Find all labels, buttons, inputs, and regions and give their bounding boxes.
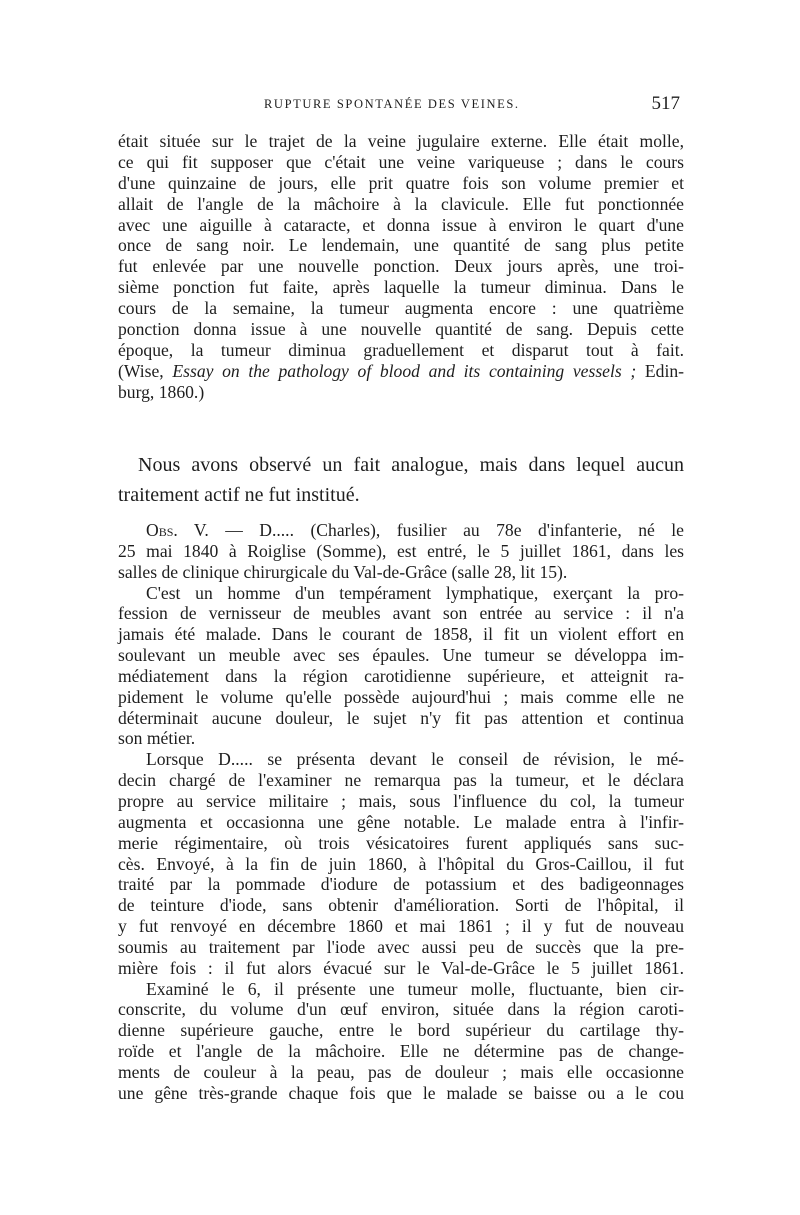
text-line: merie régimentaire, où trois vésicatoires furent appliqués sans suc- (118, 832, 684, 853)
paragraph-wise-case (118, 131, 684, 403)
text-line: fut enlevée par une nouvelle ponction. Deux jours après, une troi- (118, 256, 684, 277)
text-line: decin chargé de l'examiner ne remarqua pas la tumeur, et le déclara (118, 770, 684, 791)
observation-heading-text: — D..... (Charles), fusilier au 78e d'infanterie, né le (208, 520, 684, 540)
citation-prefix: (Wise, (118, 360, 173, 381)
text-line: conscrite, du volume d'un œuf environ, située dans la région caroti- (118, 999, 684, 1020)
text-line: déterminait aucune douleur, le sujet n'y fit pas attention et continua (118, 707, 684, 728)
text-line: Lorsque D..... se présenta devant le conseil de révision, le mé- (146, 749, 684, 770)
text-line: 25 mai 1840 à Roiglise (Somme), est entré, le 5 juillet 1861, dans les (118, 540, 684, 561)
text-line: traitement actif ne fut institué. (118, 484, 360, 506)
text-line: d'une quinzaine de jours, elle prit quatre fois son volume premier et (118, 172, 684, 193)
text-line: fession de vernisseur de meubles avant son entrée au service : il n'a (118, 603, 684, 624)
text-line: propre au service militaire ; mais, sous l'influence du col, la tumeur (118, 790, 684, 811)
text-line: roïde et l'angle de la mâchoire. Elle ne détermine pas de change- (118, 1041, 684, 1062)
text-line: pidement le volume qu'elle possède aujourd'hui ; mais comme elle ne (118, 686, 684, 707)
citation-line (118, 361, 684, 382)
observation-label: Obs. V. (146, 520, 209, 540)
text-line: médiatement dans la région carotidienne supérieure, et atteignit ra- (118, 665, 684, 686)
text-line: Nous avons observé un fait analogue, mais dans lequel aucun (138, 454, 684, 476)
text-line: époque, la tumeur diminua graduellement et disparut tout à fait. (118, 339, 684, 360)
text-line: mière fois : il fut alors évacué sur le Val-de-Grâce le 5 juillet 1861. (118, 957, 684, 978)
citation-suffix: Edin- (636, 360, 684, 381)
observation-five (118, 520, 684, 1104)
running-head (118, 93, 684, 117)
text-line: jamais été malade. Dans le courant de 1858, il fit un violent effort en (118, 624, 684, 645)
text-line: augmenta et occasionna une gêne notable. Le malade entra à l'infir- (118, 811, 684, 832)
text-line: allait de l'angle de la mâchoire à la clavicule. Elle fut ponctionnée (118, 193, 684, 214)
text-line: soulevant un meuble avec ses épaules. Une tumeur se développa im- (118, 645, 684, 666)
text-line: once de sang noir. Le lendemain, une quantité de sang plus petite (118, 235, 684, 256)
text-line: cours de la semaine, la tumeur augmenta encore : une quatrième (118, 298, 684, 319)
text-line: sième ponction fut faite, après laquelle la tumeur diminua. Dans le (118, 277, 684, 298)
text-line: cès. Envoyé, à la fin de juin 1860, à l'hôpital du Gros-Caillou, il fut (118, 853, 684, 874)
text-line: de teinture d'iode, sans obtenir d'amélioration. Sorti de l'hôpital, il (118, 895, 684, 916)
text-line: une gêne très-grande chaque fois que le malade se baisse ou a le cou (118, 1082, 684, 1103)
text-line: traité par la pommade d'iodure de potassium et des badigeonnages (118, 874, 684, 895)
text-line: avec une aiguille à cataracte, et donna issue à environ le quart d'une (118, 214, 684, 235)
citation-end: burg, 1860.) (118, 381, 205, 402)
observation-heading (118, 520, 684, 541)
text-line: soumis au traitement par l'iode avec aussi peu de succès que la pre- (118, 936, 684, 957)
text-line: y fut renvoyé en décembre 1860 et mai 1861 ; il y fut de nouveau (118, 916, 684, 937)
text-line: était située sur le trajet de la veine jugulaire externe. Elle était molle, (118, 131, 684, 151)
text-line: dienne supérieure gauche, entre le bord supérieur du cartilage thy- (118, 1020, 684, 1041)
text-line: C'est un homme d'un tempérament lymphatique, exerçant la pro- (146, 582, 684, 603)
running-title: RUPTURE SPONTANÉE DES VEINES. (264, 97, 520, 111)
text-line: salles de clinique chirurgicale du Val-de-Grâce (salle 28, lit 15). (118, 561, 568, 582)
page-number: 517 (651, 93, 680, 114)
text-line: ments de couleur à la peau, pas de douleur ; mais elle occasionne (118, 1061, 684, 1082)
paragraph-analogous-case (118, 450, 684, 510)
text-line: son métier. (118, 728, 196, 749)
citation-title: Essay on the pathology of blood and its containing vessels ; (172, 360, 637, 381)
text-line: ce qui fit supposer que c'était une veine variqueuse ; dans le cours (118, 151, 684, 172)
text-line: ponction donna issue à une nouvelle quantité de sang. Depuis cette (118, 319, 684, 340)
text-line: Examiné le 6, il présente une tumeur molle, fluctuante, bien cir- (146, 978, 684, 999)
